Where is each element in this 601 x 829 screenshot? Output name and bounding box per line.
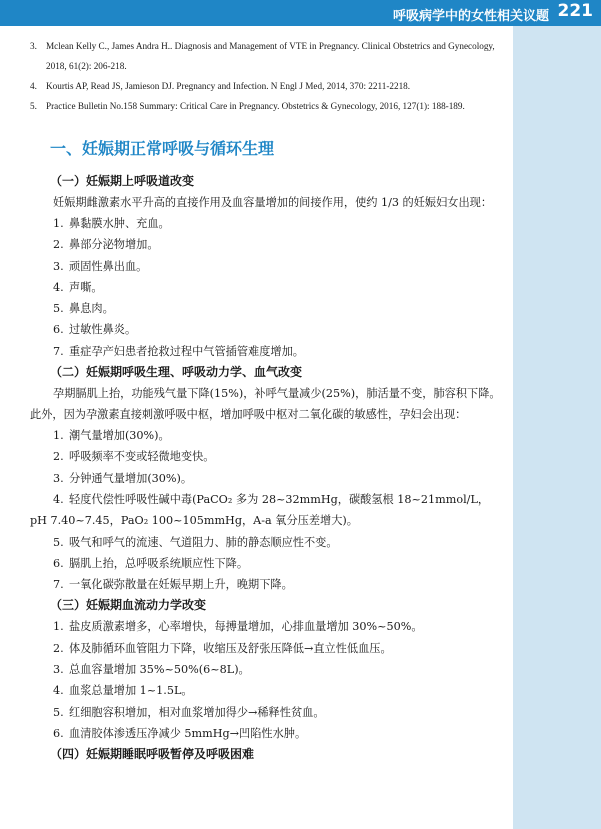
reference-item [30,36,502,76]
page-margin-band [513,0,601,829]
item-text: 体及肺循环血管阻力下降，收缩压及舒张压降低→直立性低血压。 [69,641,392,655]
list-item [30,553,502,574]
list-item [30,723,502,744]
reference-item [30,96,502,116]
item-number: 6. [53,726,64,740]
list-item [30,680,502,701]
list-item [30,616,502,637]
subsection-intro: 妊娠期雌激素水平升高的直接作用及血容量增加的间接作用，使约 1/3 的妊娠妇女出现： [53,196,493,209]
list-item [30,341,502,362]
item-text: 鼻息肉。 [69,302,114,316]
subsection-heading: （一）妊娠期上呼吸道改变 [50,174,195,188]
item-number: 7. [53,344,64,358]
item-text: 盐皮质激素增多，心率增快，每搏量增加，心排血量增加 30%~50%。 [69,620,423,634]
reference-number: 5. [30,101,37,111]
page-number: 221 [557,1,593,21]
item-text: 吸气和呼气的流速、气道阻力、肺的静态顺应性不变。 [69,535,338,549]
list-item [30,574,502,595]
reference-text: Practice Bulletin No.158 Summary: Critical Care in Pregnancy. Obstetrics & Gynecology, 2016, 127(1): 188-189. [46,101,465,111]
item-text: 鼻黏膜水肿、充血。 [69,217,170,230]
list-item [30,489,502,510]
reference-text: Kourtis AP, Read JS, Jamieson DJ. Pregnancy and Infection. N Engl J Med, 2014, 370: 2211-2218. [46,81,411,91]
item-text: 一氧化碳弥散量在妊娠早期上升，晚期下降。 [69,578,293,592]
reference-list [30,36,502,116]
list-item [30,702,502,723]
page-content [30,36,502,765]
list-item [30,319,502,340]
list-item [30,256,502,277]
item-text: 分钟通气量增加(30%)。 [69,471,193,485]
item-text: 总血容量增加 35%~50%(6~8L)。 [69,663,250,677]
item-number: 1. [53,429,64,443]
item-text: 血清胶体渗透压净减少 5mmHg→凹陷性水肿。 [69,726,307,740]
list-item [30,213,502,234]
running-title: 呼吸病学中的女性相关议题 [392,9,549,24]
item-number: 3. [53,471,64,485]
item-number: 4. [53,684,64,698]
item-text: 重症孕产妇患者抢救过程中气管插管难度增加。 [69,344,304,358]
item-text: 声嘶。 [69,280,103,294]
list-item [30,638,502,659]
item-text: 膈肌上抬，总呼吸系统顺应性下降。 [69,556,249,570]
item-number: 6. [53,323,64,337]
item-number: 1. [53,620,64,634]
list-item [30,446,502,467]
item-number: 5. [53,705,64,719]
item-number: 2. [53,450,64,464]
item-number: 2. [53,238,64,252]
item-number: 4. [53,280,64,294]
item-number: 1. [53,217,64,230]
item-number: 3. [53,259,64,273]
item-number: 4. [53,492,64,506]
item-number: 7. [53,578,64,592]
list-item [30,532,502,553]
list-item [30,425,502,446]
item-number: 5. [53,535,64,549]
reference-number: 3. [30,41,37,51]
item-number: 5. [53,302,64,316]
subsection-heading: （四）妊娠期睡眠呼吸暂停及呼吸困难 [50,747,255,762]
item-text: 鼻部分泌物增加。 [69,238,159,252]
list-item [30,277,502,298]
reference-item [30,76,502,96]
item-text: 轻度代偿性呼吸性碱中毒(PaCO₂ 多为 28~32mmHg，碳酸氢根 18~21mmol/L， [69,492,490,506]
item-text: 过敏性鼻炎。 [69,323,137,337]
item-number: 6. [53,556,64,570]
subsection-heading: （二）妊娠期呼吸生理、呼吸动力学、血气改变 [50,365,303,380]
list-item [30,298,502,319]
item-text: 血浆总量增加 1~1.5L。 [69,684,193,698]
list-item [30,659,502,680]
subsection-intro: 孕期膈肌上抬，功能残气量下降(15%)，补呼气量减少(25%)，肺活量不变，肺容积下降。此外，因为孕激素直接刺激呼吸中枢，增加呼吸中枢对二氧化碳的敏感性，孕妇会出现： [30,387,501,422]
page-header [0,0,601,30]
item-number: 2. [53,641,64,655]
item-number: 3. [53,663,64,677]
reference-number: 4. [30,81,37,91]
list-item [30,468,502,489]
item-text: 红细胞容积增加，相对血浆增加得少→稀释性贫血。 [69,705,325,719]
item-text: 呼吸频率不变或轻微地变快。 [69,450,215,464]
item-text: 顽固性鼻出血。 [69,259,148,273]
list-item [30,234,502,255]
reference-text: Mclean Kelly C., James Andra H.. Diagnosis and Management of VTE in Pregnancy. Clinical Obstetrics and Gynecology, 2018, 61(2): 206-218. [46,41,495,71]
subsection-heading: （三）妊娠期血流动力学改变 [50,598,207,613]
list-item-continuation: pH 7.40~7.45，PaO₂ 100~105mmHg，A-a 氧分压差增大)。 [30,514,358,528]
item-text: 潮气量增加(30%)。 [69,429,170,443]
section-title: 一、妊娠期正常呼吸与循环生理 [50,139,275,158]
